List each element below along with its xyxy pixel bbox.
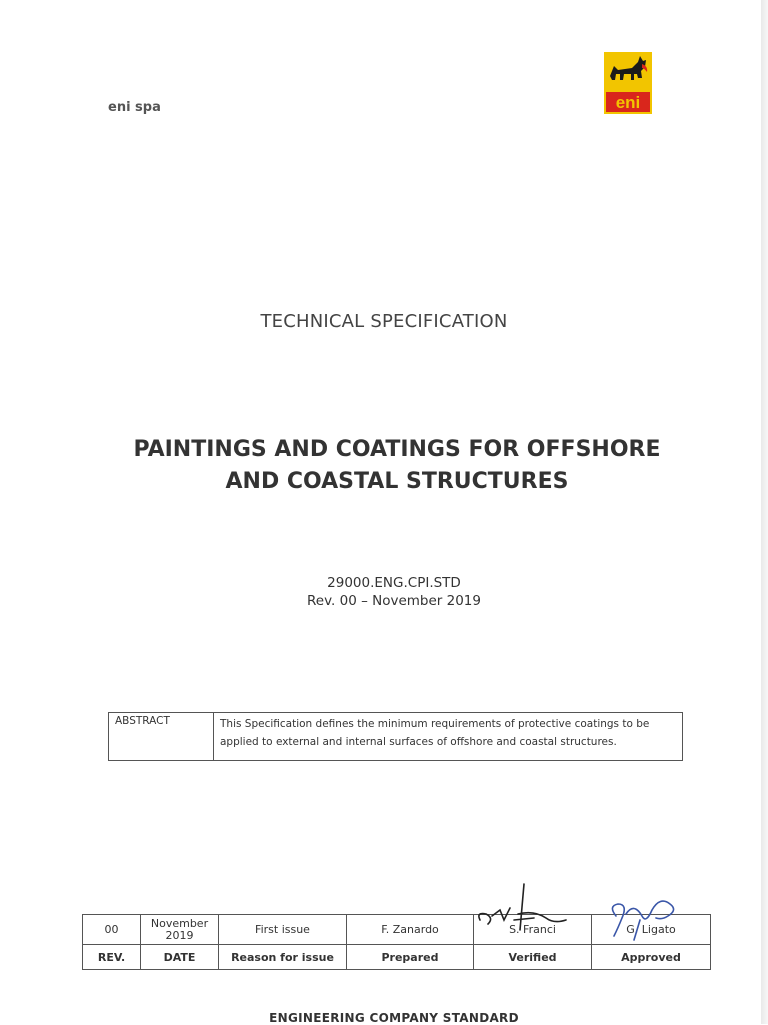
logo-text: eni [615,93,641,112]
abstract-label: ABSTRACT [109,713,214,760]
rev-number: 00 [83,915,141,945]
rev-approved: G. Ligato [592,915,711,945]
header-rev: REV. [83,945,141,970]
revision-table [82,914,711,970]
abstract-text: This Specification defines the minimum requirements of protective coatings to be applied to external and internal surfaces of offshore and coastal structures. [220,718,650,748]
document-code: 29000.ENG.CPI.STD [327,575,461,591]
header-verified: Verified [474,945,592,970]
header-prepared: Prepared [347,945,474,970]
eni-logo [604,52,652,114]
rev-verified: S. Franci [474,915,592,945]
document-type: TECHNICAL SPECIFICATION [260,311,508,332]
abstract-box [108,712,683,761]
title-line-1: PAINTINGS AND COATINGS FOR OFFSHORE [133,437,661,462]
rev-date: November 2019 [141,915,219,945]
header-approved: Approved [592,945,711,970]
table-header-row [83,945,711,970]
rev-reason: First issue [219,915,347,945]
document-code-block [0,574,768,610]
document-title [84,434,710,498]
footer-label: ENGINEERING COMPANY STANDARD [269,1011,519,1025]
rev-prepared: F. Zanardo [347,915,474,945]
header-reason: Reason for issue [219,945,347,970]
company-name: eni spa [108,100,161,115]
document-revision: Rev. 00 – November 2019 [307,593,481,609]
page-edge [761,0,768,1024]
header-date: DATE [141,945,219,970]
table-row [83,915,711,945]
title-line-2: AND COASTAL STRUCTURES [225,469,569,494]
